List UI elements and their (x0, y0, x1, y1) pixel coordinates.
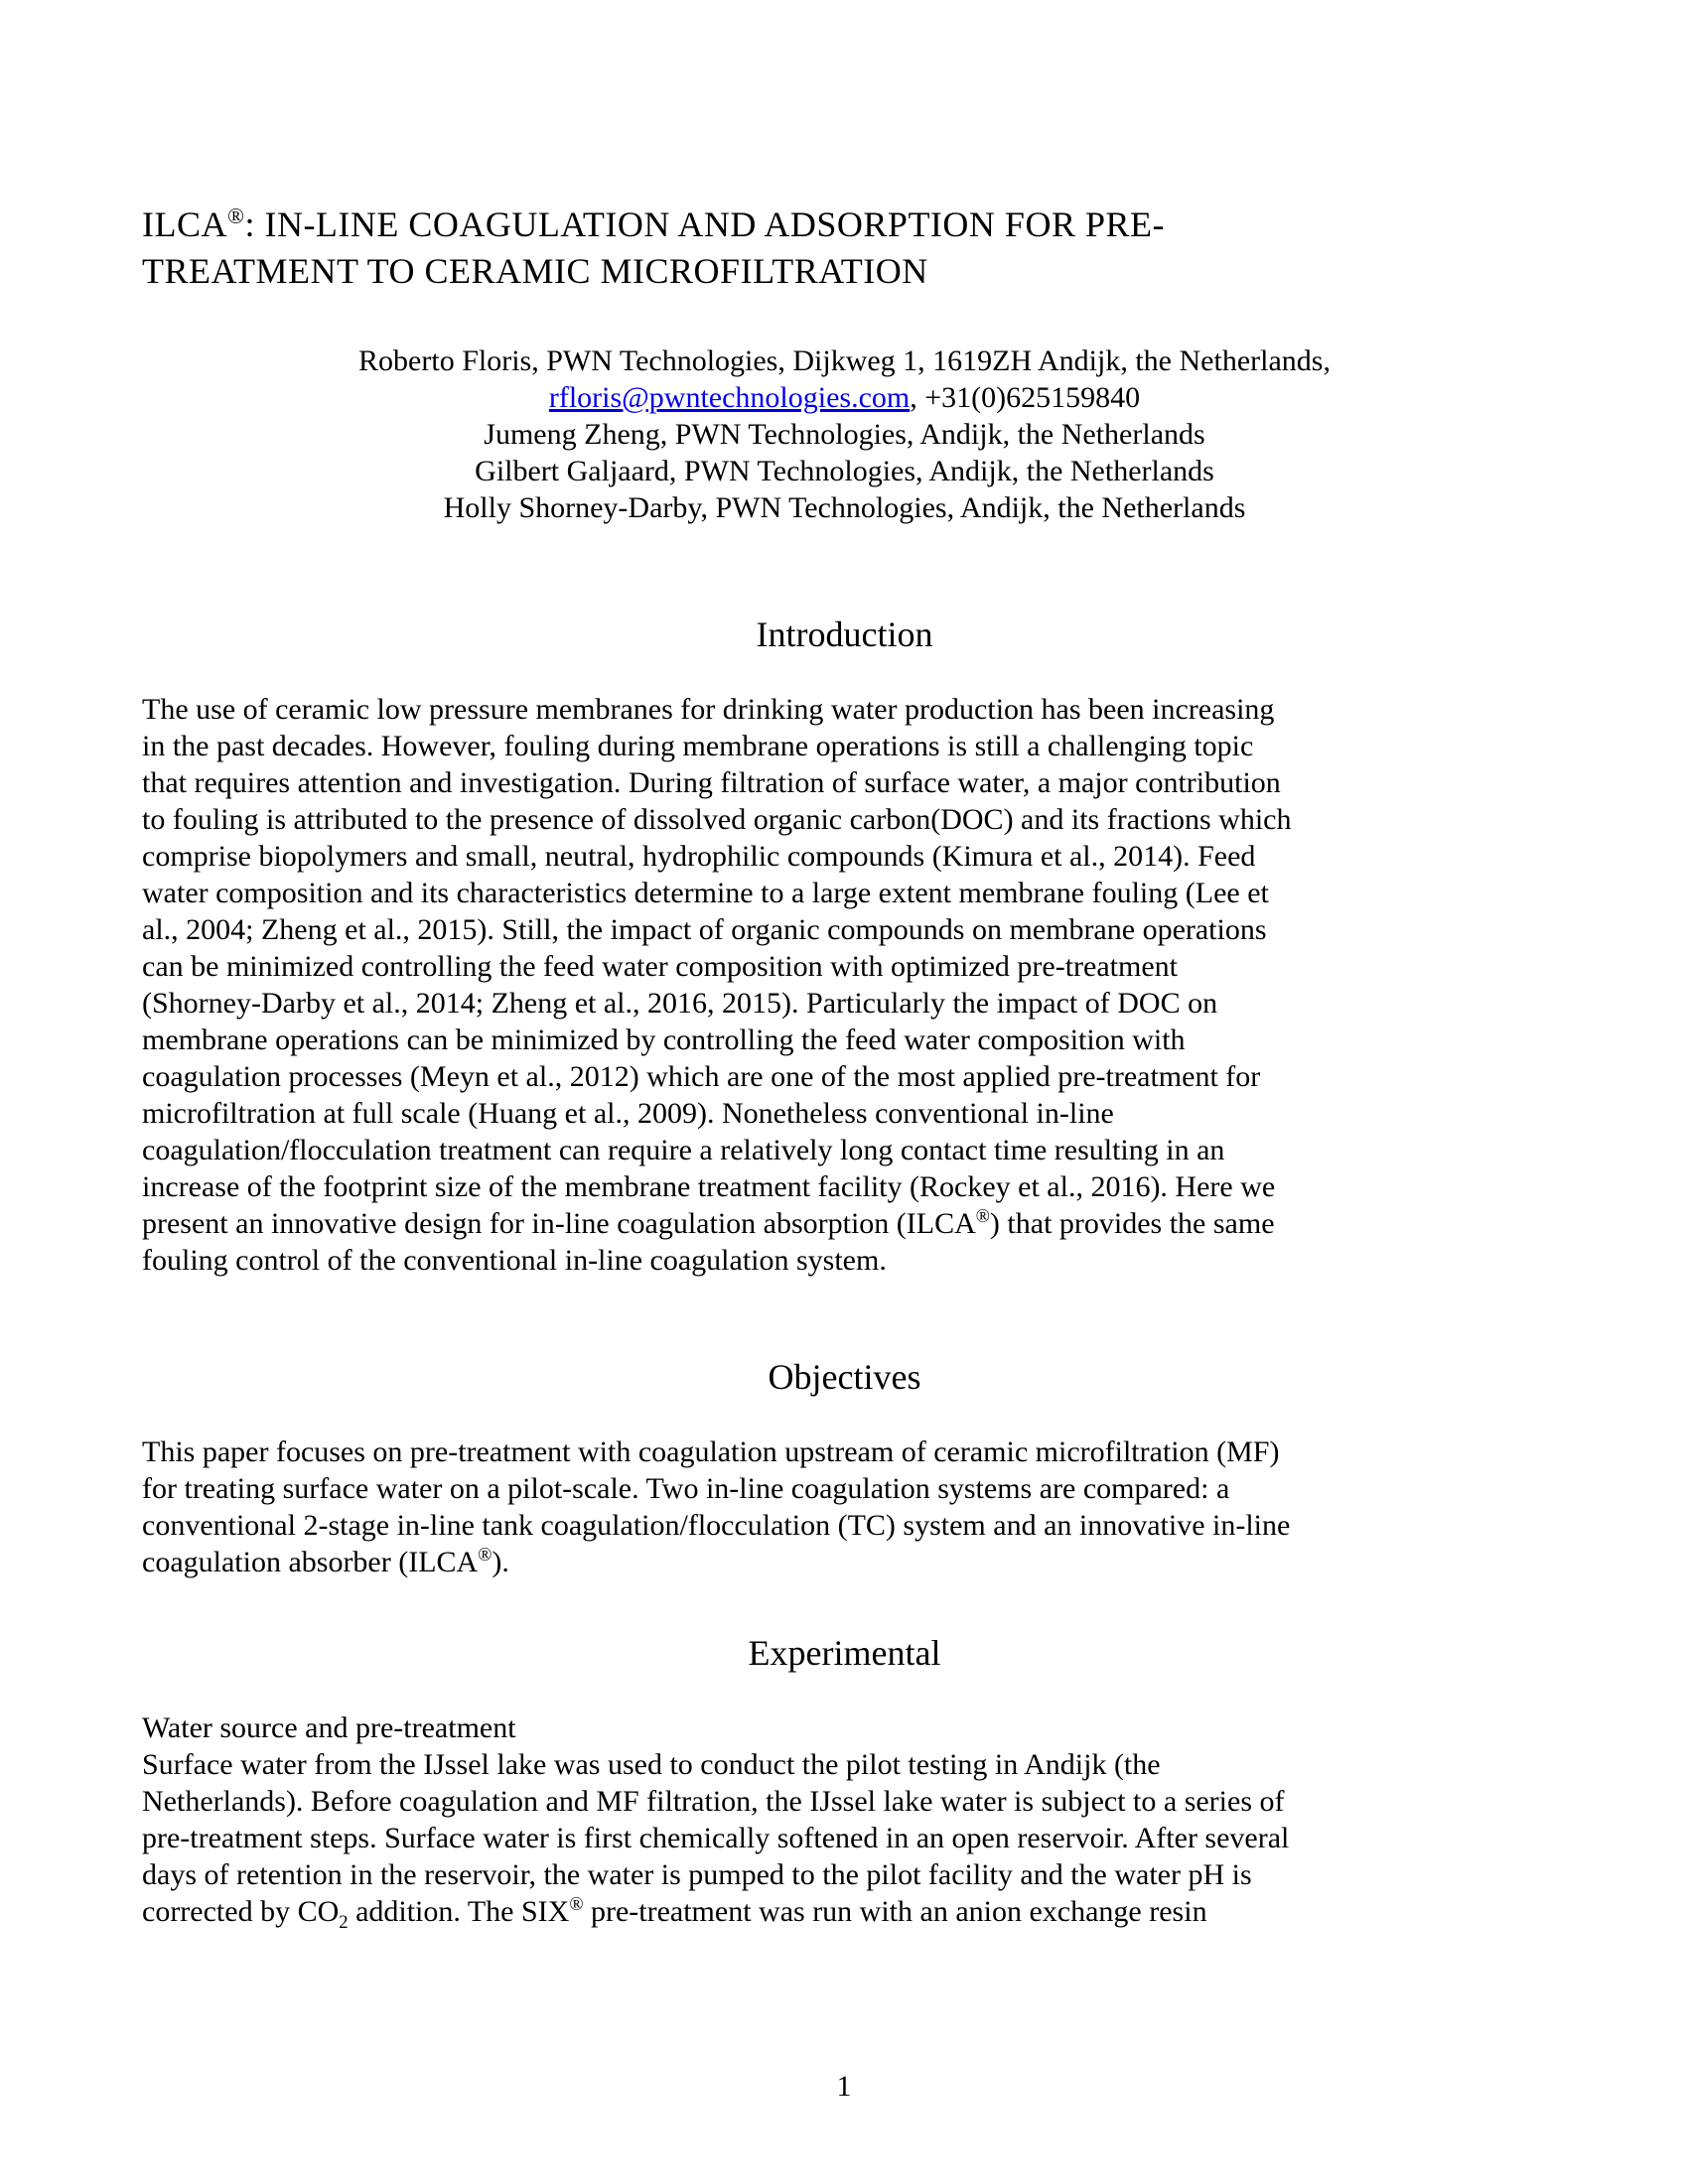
experimental-paragraph: Surface water from the IJssel lake was used to conduct the pilot testing in Andijk (the Netherlands). Before coagulation and MF filtration, the IJssel lake water is subject to a series of pre-treatment steps. Surface water is first chemically softened in an open reservoir. After several days of retention in the reservoir, the water is pumped to the pilot facility and the water pH is corrected by $CO_2$ addition. The SIX® pre-treatment was run with an anion exchange resin (142, 1748, 1290, 1933)
section-heading-experimental: Experimental (748, 1633, 941, 1673)
section-heading-introduction: Introduction (756, 614, 933, 654)
section-heading-objectives: Objectives (768, 1357, 921, 1397)
author-phone: , +31(0)625159840 (910, 381, 1141, 414)
page-number: 1 (836, 2070, 852, 2103)
experimental-subheading: Water source and pre-treatment (142, 1711, 516, 1744)
paper-title: ILCA®: IN-LINE COAGULATION AND ADSORPTION FOR PRE- TREATMENT TO CERAMIC MICROFILTRATION (142, 204, 1165, 291)
author-line-3: Gilbert Galjaard, PWN Technologies, Andijk, the Netherlands (475, 455, 1214, 487)
author-line-1: Roberto Floris, PWN Technologies, Dijkweg 1, 1619ZH Andijk, the Netherlands, (358, 344, 1331, 377)
introduction-paragraph: The use of ceramic low pressure membranes for drinking water production has been increasing in the past decades. However, fouling during membrane operations is still a challenging topic that requires attention and investigation. During filtration of surface water, a major contribution to fouling is attributed to the presence of dissolved organic carbon(DOC) and its fractions which comprise biopolymers and small, neutral, hydrophilic compounds (Kimura et al., 2014). Feed water composition and its characteristics determine to a large extent membrane fouling (Lee et al., 2004; Zheng et al., 2015). Still, the impact of organic compounds on membrane operations can be minimized controlling the feed water composition with optimized pre-treatment (Shorney-Darby et al., 2014; Zheng et al., 2016, 2015). Particularly the impact of DOC on membrane operations can be minimized by controlling the feed water composition with coagulation processes (Meyn et al., 2012) which are one of the most applied pre-treatment for microfiltration at full scale (Huang et al., 2009). Nonetheless conventional in-line coagulation/flocculation treatment can require a relatively long contact time resulting in an increase of the footprint size of the membrane treatment facility (Rockey et al., 2016). Here we present an innovative design for in-line coagulation absorption (ILCA®) that provides the same fouling control of the conventional in-line coagulation system. (142, 693, 1292, 1277)
email-link[interactable]: rfloris@pwntechnologies.com (548, 381, 911, 414)
author-line-4: Holly Shorney-Darby, PWN Technologies, Andijk, the Netherlands (443, 491, 1246, 524)
author-block (142, 342, 1547, 526)
author-contact-line (142, 379, 1547, 416)
objectives-paragraph: This paper focuses on pre-treatment with coagulation upstream of ceramic microfiltration (MF) for treating surface water on a pilot-scale. Two in-line coagulation systems are compared: a conventional 2-stage in-line tank coagulation/flocculation (TC) system and an innovative in-line coagulation absorber (ILCA®). (142, 1435, 1291, 1578)
author-line-2: Jumeng Zheng, PWN Technologies, Andijk, the Netherlands (484, 418, 1205, 451)
